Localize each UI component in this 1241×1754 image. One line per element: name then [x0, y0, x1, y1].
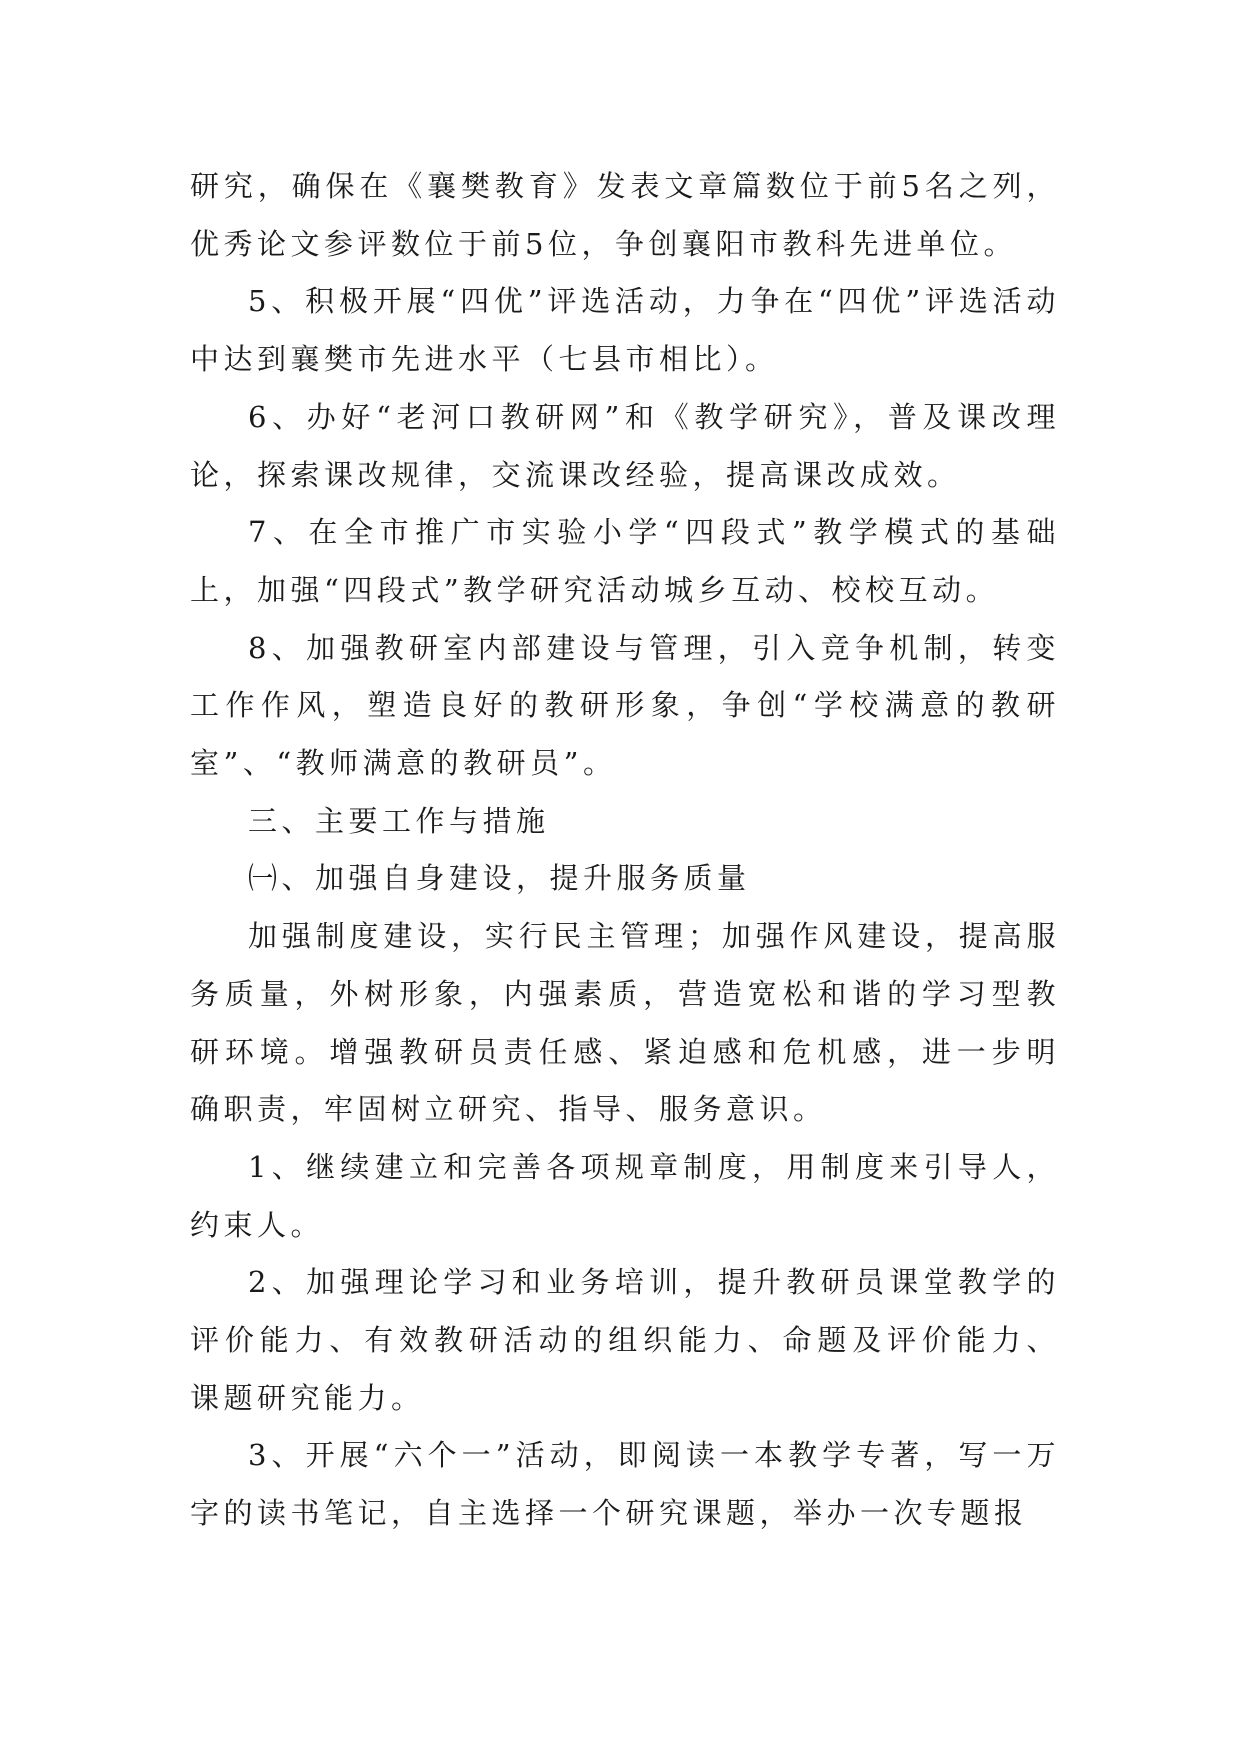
paragraph-5: 8、加强教研室内部建设与管理，引入竞争机制，转变工作作风，塑造良好的教研形象，争创“学校满意的教研室”、“教师满意的教研员”。 — [190, 630, 1060, 781]
subsection-heading: ㈠、加强自身建设，提升服务质量 — [248, 861, 751, 896]
paragraph-9: 1、继续建立和完善各项规章制度，用制度来引导人，约束人。 — [190, 1149, 1060, 1242]
paragraph-8: 加强制度建设，实行民主管理；加强作风建设，提高服务质量，外树形象，内强素质，营造宽松和谐的学习型教研环境。增强教研员责任感、紧迫感和危机感，进一步明确职责，牢固树立研究、指导、服务意识。 — [190, 919, 1060, 1127]
paragraph-1: 研究，确保在《襄樊教育》发表文章篇数位于前5名之列，优秀论文参评数位于前5位，争创襄阳市教科先进单位。 — [190, 169, 1060, 261]
section-heading: 三、主要工作与措施 — [248, 803, 550, 838]
paragraph-2: 5、积极开展“四优”评选活动，力争在“四优”评选活动中达到襄樊市先进水平（七县市相比）。 — [190, 284, 1060, 377]
paragraph-3: 6、办好“老河口教研网”和《教学研究》，普及课改理论，探索课改规律，交流课改经验，提高课改成效。 — [190, 399, 1060, 492]
paragraph-11: 3、开展“六个一”活动，即阅读一本教学专著，写一万字的读书笔记，自主选择一个研究课题，举办一次专题报 — [190, 1438, 1060, 1531]
document-body — [190, 158, 1060, 1543]
paragraph-4: 7、在全市推广市实验小学“四段式”教学模式的基础上，加强“四段式”教学研究活动城乡互动、校校互动。 — [190, 515, 1060, 607]
paragraph-10: 2、加强理论学习和业务培训，提升教研员课堂教学的评价能力、有效教研活动的组织能力、命题及评价能力、课题研究能力。 — [190, 1265, 1060, 1415]
